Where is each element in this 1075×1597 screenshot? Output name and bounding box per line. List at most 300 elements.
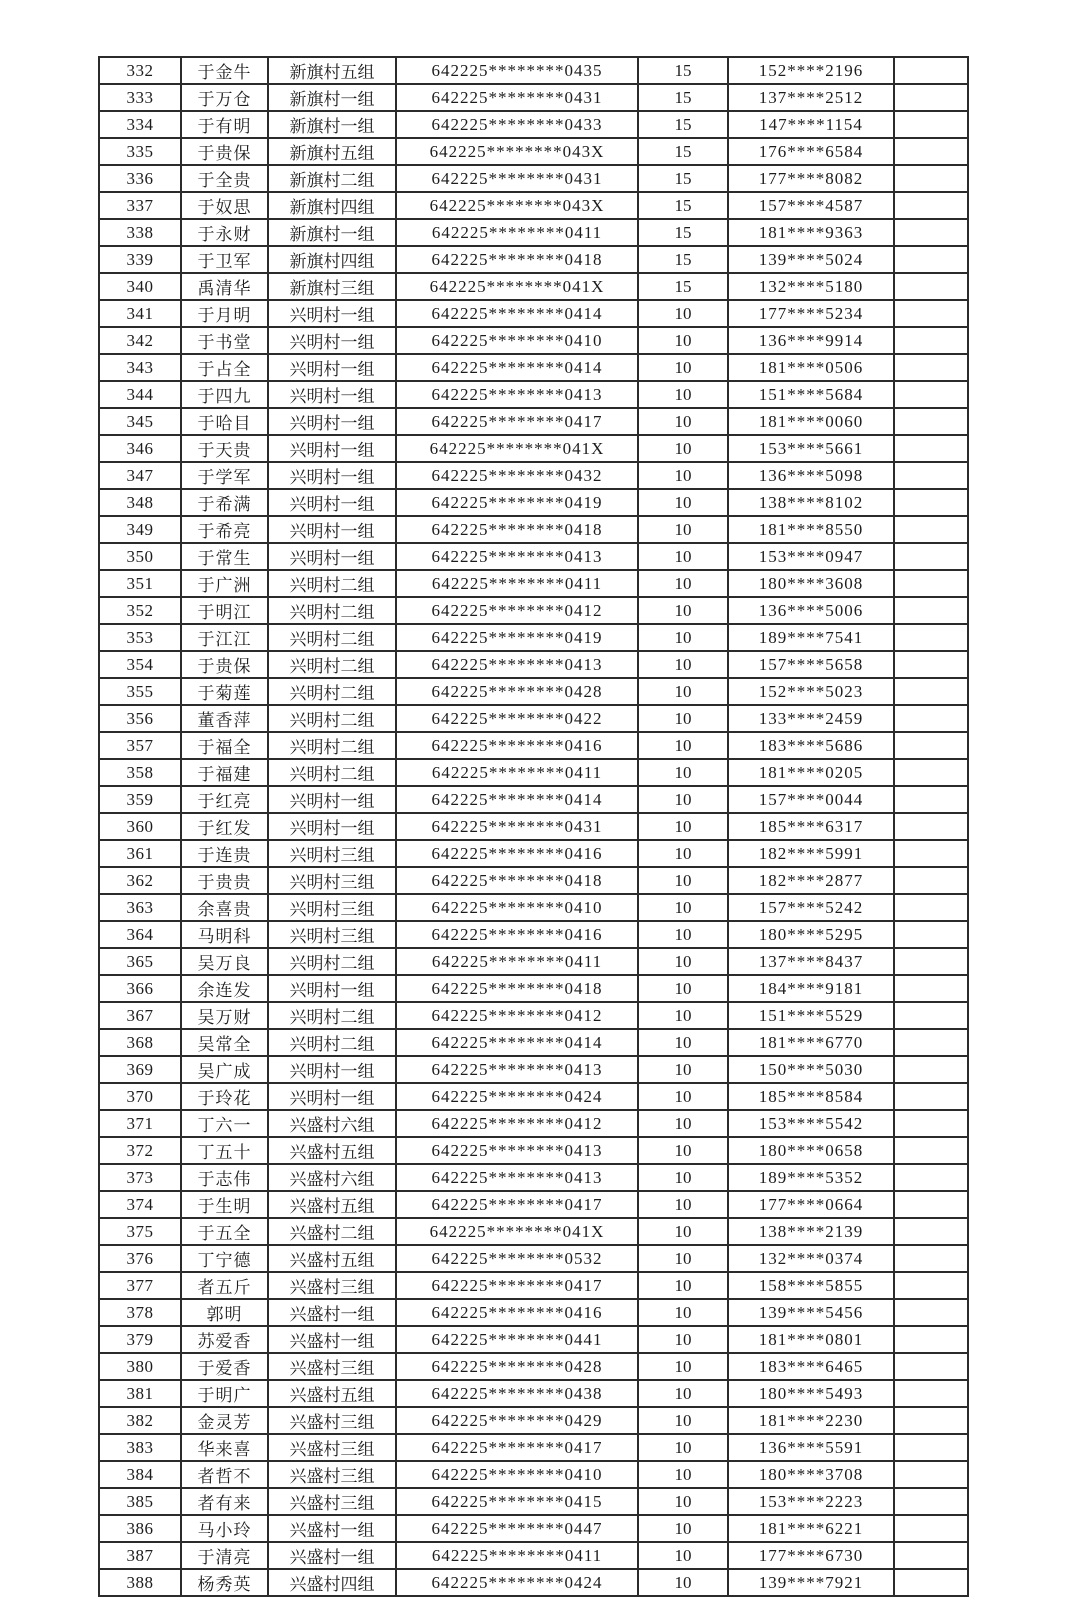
table-row: [99, 543, 968, 570]
cell-name: 郭明: [181, 1299, 268, 1326]
cell-phone: 136****5006: [728, 597, 894, 624]
cell-qty: 10: [638, 813, 728, 840]
cell-phone: 139****5456: [728, 1299, 894, 1326]
cell-phone: 152****5023: [728, 678, 894, 705]
table-row: [99, 1515, 968, 1542]
cell-seq: 339: [99, 246, 181, 273]
cell-id: 642225********0413: [396, 651, 638, 678]
cell-note: [894, 678, 968, 705]
cell-name: 吴万良: [181, 948, 268, 975]
cell-name: 于连贵: [181, 840, 268, 867]
cell-name: 于广洲: [181, 570, 268, 597]
cell-seq: 356: [99, 705, 181, 732]
cell-seq: 371: [99, 1110, 181, 1137]
cell-note: [894, 651, 968, 678]
table-row: [99, 516, 968, 543]
cell-group: 兴明村二组: [268, 1002, 396, 1029]
cell-phone: 181****2230: [728, 1407, 894, 1434]
cell-qty: 10: [638, 300, 728, 327]
cell-id: 642225********0418: [396, 975, 638, 1002]
cell-seq: 368: [99, 1029, 181, 1056]
table-row: [99, 192, 968, 219]
cell-id: 642225********0417: [396, 408, 638, 435]
table-row: [99, 867, 968, 894]
cell-phone: 177****0664: [728, 1191, 894, 1218]
table-row: [99, 1461, 968, 1488]
cell-phone: 153****0947: [728, 543, 894, 570]
cell-group: 新旗村一组: [268, 219, 396, 246]
cell-seq: 377: [99, 1272, 181, 1299]
cell-name: 于菊莲: [181, 678, 268, 705]
cell-qty: 10: [638, 894, 728, 921]
cell-note: [894, 165, 968, 192]
cell-phone: 157****5242: [728, 894, 894, 921]
cell-qty: 10: [638, 921, 728, 948]
table-row: [99, 1488, 968, 1515]
cell-phone: 180****0658: [728, 1137, 894, 1164]
cell-id: 642225********0428: [396, 1353, 638, 1380]
cell-name: 于有明: [181, 111, 268, 138]
cell-name: 丁五十: [181, 1137, 268, 1164]
cell-group: 兴盛村五组: [268, 1380, 396, 1407]
cell-note: [894, 408, 968, 435]
cell-seq: 350: [99, 543, 181, 570]
cell-group: 兴明村一组: [268, 1083, 396, 1110]
cell-note: [894, 1542, 968, 1569]
cell-qty: 10: [638, 435, 728, 462]
cell-id: 642225********0422: [396, 705, 638, 732]
cell-id: 642225********0411: [396, 1542, 638, 1569]
cell-name: 于占全: [181, 354, 268, 381]
cell-name: 于希亮: [181, 516, 268, 543]
cell-id: 642225********0417: [396, 1434, 638, 1461]
cell-phone: 132****5180: [728, 273, 894, 300]
cell-group: 兴盛村一组: [268, 1299, 396, 1326]
cell-note: [894, 759, 968, 786]
cell-seq: 365: [99, 948, 181, 975]
cell-id: 642225********0432: [396, 462, 638, 489]
table-row: [99, 462, 968, 489]
cell-name: 于志伟: [181, 1164, 268, 1191]
cell-note: [894, 1029, 968, 1056]
cell-seq: 367: [99, 1002, 181, 1029]
cell-seq: 346: [99, 435, 181, 462]
cell-id: 642225********041X: [396, 435, 638, 462]
cell-qty: 15: [638, 57, 728, 84]
cell-id: 642225********0416: [396, 921, 638, 948]
cell-qty: 10: [638, 1191, 728, 1218]
cell-note: [894, 894, 968, 921]
cell-phone: 157****5658: [728, 651, 894, 678]
cell-name: 于明广: [181, 1380, 268, 1407]
cell-phone: 181****9363: [728, 219, 894, 246]
cell-group: 兴盛村三组: [268, 1407, 396, 1434]
cell-seq: 340: [99, 273, 181, 300]
cell-seq: 358: [99, 759, 181, 786]
cell-group: 兴盛村三组: [268, 1434, 396, 1461]
cell-seq: 364: [99, 921, 181, 948]
cell-name: 于希满: [181, 489, 268, 516]
cell-note: [894, 732, 968, 759]
cell-group: 新旗村五组: [268, 57, 396, 84]
cell-seq: 344: [99, 381, 181, 408]
cell-id: 642225********0418: [396, 246, 638, 273]
table-row: [99, 1353, 968, 1380]
cell-seq: 348: [99, 489, 181, 516]
cell-note: [894, 57, 968, 84]
cell-note: [894, 543, 968, 570]
cell-qty: 15: [638, 138, 728, 165]
cell-id: 642225********043X: [396, 138, 638, 165]
cell-id: 642225********0416: [396, 840, 638, 867]
cell-qty: 10: [638, 624, 728, 651]
table-row: [99, 597, 968, 624]
cell-phone: 185****6317: [728, 813, 894, 840]
cell-group: 兴明村二组: [268, 759, 396, 786]
cell-qty: 10: [638, 1137, 728, 1164]
cell-qty: 10: [638, 408, 728, 435]
cell-phone: 153****2223: [728, 1488, 894, 1515]
cell-phone: 181****0060: [728, 408, 894, 435]
cell-id: 642225********043X: [396, 192, 638, 219]
cell-group: 新旗村三组: [268, 273, 396, 300]
table-row: [99, 1191, 968, 1218]
cell-qty: 10: [638, 1218, 728, 1245]
cell-group: 新旗村二组: [268, 165, 396, 192]
cell-phone: 151****5529: [728, 1002, 894, 1029]
cell-note: [894, 975, 968, 1002]
cell-qty: 10: [638, 1029, 728, 1056]
cell-note: [894, 1380, 968, 1407]
cell-note: [894, 1002, 968, 1029]
cell-note: [894, 1326, 968, 1353]
cell-note: [894, 219, 968, 246]
cell-group: 兴盛村三组: [268, 1488, 396, 1515]
cell-id: 642225********0414: [396, 1029, 638, 1056]
cell-phone: 180****3608: [728, 570, 894, 597]
cell-name: 余喜贵: [181, 894, 268, 921]
cell-phone: 183****6465: [728, 1353, 894, 1380]
cell-note: [894, 516, 968, 543]
cell-seq: 359: [99, 786, 181, 813]
cell-name: 马明科: [181, 921, 268, 948]
cell-group: 兴盛村三组: [268, 1353, 396, 1380]
cell-id: 642225********0435: [396, 57, 638, 84]
cell-name: 者五斤: [181, 1272, 268, 1299]
roster-table: [98, 56, 969, 1597]
cell-id: 642225********0411: [396, 948, 638, 975]
table-row: [99, 1380, 968, 1407]
cell-group: 新旗村四组: [268, 246, 396, 273]
cell-qty: 10: [638, 1002, 728, 1029]
cell-name: 于贵保: [181, 138, 268, 165]
cell-qty: 10: [638, 867, 728, 894]
cell-qty: 10: [638, 462, 728, 489]
cell-name: 于贵保: [181, 651, 268, 678]
cell-note: [894, 867, 968, 894]
cell-phone: 183****5686: [728, 732, 894, 759]
cell-note: [894, 435, 968, 462]
table-row: [99, 327, 968, 354]
cell-name: 于永财: [181, 219, 268, 246]
cell-seq: 342: [99, 327, 181, 354]
cell-seq: 347: [99, 462, 181, 489]
cell-group: 兴明村一组: [268, 462, 396, 489]
cell-id: 642225********0417: [396, 1272, 638, 1299]
cell-qty: 10: [638, 732, 728, 759]
cell-id: 642225********0429: [396, 1407, 638, 1434]
cell-name: 吴广成: [181, 1056, 268, 1083]
cell-seq: 353: [99, 624, 181, 651]
cell-name: 于福建: [181, 759, 268, 786]
table-row: [99, 138, 968, 165]
cell-seq: 362: [99, 867, 181, 894]
cell-phone: 158****5855: [728, 1272, 894, 1299]
table-row: [99, 84, 968, 111]
cell-note: [894, 1272, 968, 1299]
cell-group: 新旗村一组: [268, 84, 396, 111]
cell-note: [894, 1461, 968, 1488]
cell-id: 642225********0413: [396, 1164, 638, 1191]
table-row: [99, 732, 968, 759]
document-sheet: [98, 56, 969, 1597]
cell-note: [894, 1191, 968, 1218]
cell-qty: 10: [638, 975, 728, 1002]
cell-qty: 15: [638, 84, 728, 111]
cell-name: 于清亮: [181, 1542, 268, 1569]
table-row: [99, 219, 968, 246]
cell-group: 兴明村二组: [268, 678, 396, 705]
cell-group: 兴盛村三组: [268, 1272, 396, 1299]
table-row: [99, 111, 968, 138]
table-row: [99, 57, 968, 84]
cell-phone: 177****6730: [728, 1542, 894, 1569]
cell-name: 于学军: [181, 462, 268, 489]
cell-group: 兴明村一组: [268, 354, 396, 381]
cell-phone: 133****2459: [728, 705, 894, 732]
cell-group: 兴明村二组: [268, 732, 396, 759]
cell-group: 兴明村三组: [268, 921, 396, 948]
table-row: [99, 840, 968, 867]
cell-qty: 10: [638, 1488, 728, 1515]
cell-name: 丁宁德: [181, 1245, 268, 1272]
cell-qty: 10: [638, 1569, 728, 1596]
cell-note: [894, 1515, 968, 1542]
cell-group: 新旗村一组: [268, 111, 396, 138]
cell-id: 642225********0410: [396, 894, 638, 921]
cell-seq: 337: [99, 192, 181, 219]
cell-id: 642225********0412: [396, 1002, 638, 1029]
cell-phone: 136****9914: [728, 327, 894, 354]
cell-phone: 157****0044: [728, 786, 894, 813]
table-row: [99, 975, 968, 1002]
cell-qty: 10: [638, 786, 728, 813]
cell-name: 于生明: [181, 1191, 268, 1218]
cell-phone: 152****2196: [728, 57, 894, 84]
cell-group: 兴明村一组: [268, 786, 396, 813]
cell-name: 于万仓: [181, 84, 268, 111]
cell-note: [894, 1218, 968, 1245]
cell-group: 兴明村三组: [268, 894, 396, 921]
cell-seq: 379: [99, 1326, 181, 1353]
cell-group: 兴明村一组: [268, 381, 396, 408]
cell-phone: 182****5991: [728, 840, 894, 867]
table-row: [99, 1407, 968, 1434]
cell-seq: 369: [99, 1056, 181, 1083]
cell-qty: 10: [638, 1245, 728, 1272]
cell-name: 于红发: [181, 813, 268, 840]
cell-qty: 10: [638, 948, 728, 975]
cell-group: 兴明村二组: [268, 705, 396, 732]
cell-qty: 10: [638, 327, 728, 354]
cell-id: 642225********0414: [396, 354, 638, 381]
cell-note: [894, 246, 968, 273]
cell-seq: 338: [99, 219, 181, 246]
cell-id: 642225********0411: [396, 759, 638, 786]
cell-name: 马小玲: [181, 1515, 268, 1542]
cell-seq: 388: [99, 1569, 181, 1596]
cell-note: [894, 381, 968, 408]
cell-seq: 345: [99, 408, 181, 435]
cell-note: [894, 1569, 968, 1596]
cell-name: 于常生: [181, 543, 268, 570]
cell-name: 者有来: [181, 1488, 268, 1515]
cell-qty: 10: [638, 1272, 728, 1299]
cell-note: [894, 813, 968, 840]
roster-table-body: [99, 57, 968, 1596]
table-row: [99, 1137, 968, 1164]
cell-phone: 139****7921: [728, 1569, 894, 1596]
cell-qty: 10: [638, 570, 728, 597]
cell-qty: 10: [638, 1434, 728, 1461]
cell-qty: 15: [638, 246, 728, 273]
cell-id: 642225********0414: [396, 786, 638, 813]
cell-note: [894, 948, 968, 975]
table-row: [99, 1083, 968, 1110]
table-row: [99, 786, 968, 813]
cell-group: 兴明村一组: [268, 489, 396, 516]
cell-id: 642225********0419: [396, 624, 638, 651]
table-row: [99, 273, 968, 300]
cell-phone: 177****5234: [728, 300, 894, 327]
cell-phone: 182****2877: [728, 867, 894, 894]
cell-name: 吴万财: [181, 1002, 268, 1029]
table-row: [99, 1164, 968, 1191]
cell-note: [894, 462, 968, 489]
cell-group: 兴盛村三组: [268, 1461, 396, 1488]
cell-id: 642225********0438: [396, 1380, 638, 1407]
table-row: [99, 1110, 968, 1137]
cell-note: [894, 1137, 968, 1164]
cell-group: 兴明村二组: [268, 624, 396, 651]
cell-name: 余连发: [181, 975, 268, 1002]
cell-name: 于书堂: [181, 327, 268, 354]
cell-group: 兴明村二组: [268, 570, 396, 597]
cell-group: 兴明村一组: [268, 327, 396, 354]
cell-name: 董香萍: [181, 705, 268, 732]
cell-id: 642225********0447: [396, 1515, 638, 1542]
cell-note: [894, 1245, 968, 1272]
cell-seq: 343: [99, 354, 181, 381]
cell-phone: 185****8584: [728, 1083, 894, 1110]
cell-seq: 382: [99, 1407, 181, 1434]
cell-id: 642225********0431: [396, 84, 638, 111]
cell-name: 于奴思: [181, 192, 268, 219]
cell-seq: 351: [99, 570, 181, 597]
cell-note: [894, 1353, 968, 1380]
cell-phone: 150****5030: [728, 1056, 894, 1083]
cell-seq: 381: [99, 1380, 181, 1407]
cell-note: [894, 111, 968, 138]
cell-name: 于五全: [181, 1218, 268, 1245]
cell-phone: 138****8102: [728, 489, 894, 516]
cell-group: 兴明村三组: [268, 840, 396, 867]
cell-name: 于爱香: [181, 1353, 268, 1380]
cell-qty: 10: [638, 381, 728, 408]
cell-qty: 10: [638, 1515, 728, 1542]
cell-note: [894, 327, 968, 354]
cell-note: [894, 786, 968, 813]
cell-group: 兴明村一组: [268, 975, 396, 1002]
cell-group: 兴明村二组: [268, 948, 396, 975]
cell-name: 金灵芳: [181, 1407, 268, 1434]
cell-note: [894, 1434, 968, 1461]
cell-group: 新旗村五组: [268, 138, 396, 165]
cell-name: 华来喜: [181, 1434, 268, 1461]
cell-group: 兴盛村五组: [268, 1245, 396, 1272]
cell-phone: 177****8082: [728, 165, 894, 192]
cell-phone: 181****6770: [728, 1029, 894, 1056]
cell-seq: 376: [99, 1245, 181, 1272]
cell-phone: 180****3708: [728, 1461, 894, 1488]
cell-group: 兴明村一组: [268, 543, 396, 570]
table-row: [99, 165, 968, 192]
cell-group: 兴明村三组: [268, 867, 396, 894]
cell-group: 兴明村二组: [268, 597, 396, 624]
table-row: [99, 1029, 968, 1056]
cell-qty: 15: [638, 192, 728, 219]
cell-qty: 10: [638, 1056, 728, 1083]
cell-name: 苏爱香: [181, 1326, 268, 1353]
cell-group: 兴明村二组: [268, 1029, 396, 1056]
cell-seq: 357: [99, 732, 181, 759]
cell-note: [894, 84, 968, 111]
cell-qty: 10: [638, 543, 728, 570]
cell-group: 兴盛村一组: [268, 1542, 396, 1569]
cell-group: 兴明村一组: [268, 408, 396, 435]
cell-group: 兴明村二组: [268, 651, 396, 678]
cell-id: 642225********0419: [396, 489, 638, 516]
cell-note: [894, 1110, 968, 1137]
table-row: [99, 1002, 968, 1029]
cell-id: 642225********0431: [396, 165, 638, 192]
cell-seq: 384: [99, 1461, 181, 1488]
cell-note: [894, 921, 968, 948]
cell-phone: 184****9181: [728, 975, 894, 1002]
cell-qty: 10: [638, 1380, 728, 1407]
cell-note: [894, 624, 968, 651]
cell-note: [894, 1056, 968, 1083]
cell-id: 642225********0414: [396, 300, 638, 327]
cell-qty: 15: [638, 165, 728, 192]
cell-seq: 332: [99, 57, 181, 84]
cell-name: 吴常全: [181, 1029, 268, 1056]
cell-name: 者哲不: [181, 1461, 268, 1488]
cell-phone: 138****2139: [728, 1218, 894, 1245]
cell-phone: 153****5542: [728, 1110, 894, 1137]
cell-group: 兴明村一组: [268, 300, 396, 327]
cell-qty: 10: [638, 705, 728, 732]
